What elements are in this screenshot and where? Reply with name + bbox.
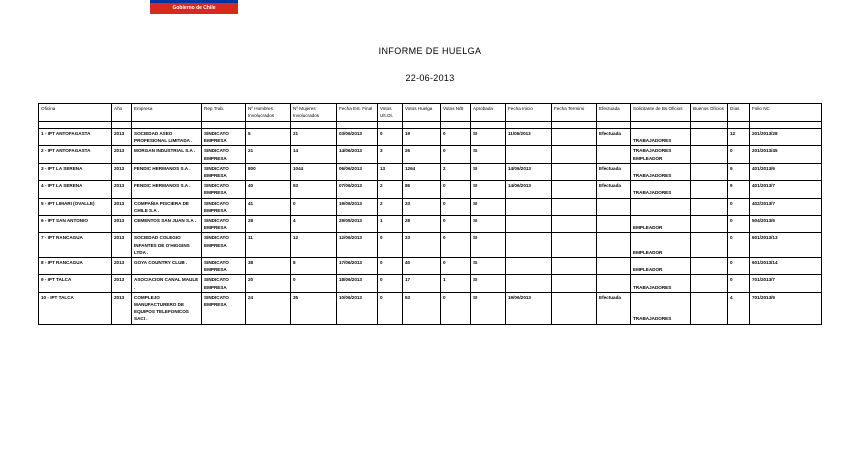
column-header-hombres: Nº Hombres Involucrados	[246, 104, 291, 122]
cell-fecha-est-final: 19/06/2013	[337, 198, 378, 215]
cell-rep-trab: SINDICATO EMPRESA	[202, 292, 246, 324]
cell-hombres: 24	[246, 292, 291, 324]
cell-buenos-oficios	[691, 181, 728, 198]
cell-ano: 2013	[112, 163, 132, 180]
cell-efectuada	[597, 216, 631, 233]
cell-ano: 2013	[112, 292, 132, 324]
cell-dias: 0	[728, 198, 750, 215]
table-row	[39, 216, 822, 233]
table-header-row	[39, 104, 822, 122]
cell-fecha-est-final: 03/06/2013	[337, 129, 378, 146]
cell-buenos-oficios	[691, 216, 728, 233]
cell-fecha-inicio	[506, 258, 552, 275]
cell-votos-huelga: 33	[403, 198, 441, 215]
cell-fecha-inicio	[506, 198, 552, 215]
cell-rep-trab: SINDICATO EMPRESA	[202, 181, 246, 198]
cell-oficina: 1 - IPT ANTOFAGASTA	[39, 129, 112, 146]
cell-fecha-inicio	[506, 275, 552, 292]
cell-solicitante	[631, 198, 691, 215]
cell-votos-nb: 0	[441, 146, 471, 163]
cell-rep-trab: SINDICATO EMPRESA	[202, 129, 246, 146]
cell-folio-nc: 402/2013/7	[750, 198, 822, 215]
cell-hombres: 38	[246, 258, 291, 275]
cell-mujeres: 35	[291, 292, 337, 324]
cell-buenos-oficios	[691, 198, 728, 215]
column-header-oficina: Oficina	[39, 104, 112, 122]
cell-dias: 9	[728, 181, 750, 198]
column-header-solicitante: Solicitante de Bs.Oficios	[631, 104, 691, 122]
cell-oficina: 7 - IPT RANCAGUA	[39, 233, 112, 258]
cell-oficina: 5 - IPT LIMARI (OVALLE)	[39, 198, 112, 215]
cell-solicitante: TRABAJADORES	[631, 292, 691, 324]
cell-fecha-termino	[552, 129, 597, 146]
table-row	[39, 198, 822, 215]
cell-votos-ult-ot: 0	[378, 258, 403, 275]
column-header-fecha-termino: Fecha Termino	[552, 104, 597, 122]
cell-aprobada: SI	[471, 181, 506, 198]
cell-fecha-est-final: 07/06/2013	[337, 181, 378, 198]
cell-votos-ult-ot: 1	[378, 216, 403, 233]
cell-empresa: COMPLEJO MANUFACTURERO DE EQUIPOS TELEFONICOS SACI .	[132, 292, 202, 324]
cell-fecha-inicio: 14/06/2013	[506, 181, 552, 198]
cell-aprobada: SI	[471, 275, 506, 292]
column-header-dias: Días	[728, 104, 750, 122]
cell-empresa: SOCIEDAD COLEGIO INFANTES DE O'HIGGINS LTDA .	[132, 233, 202, 258]
cell-oficina: 9 - IPT TALCA	[39, 275, 112, 292]
column-header-votos-ult-ot: Votos Ult.Ot.	[378, 104, 403, 122]
cell-hombres: 41	[246, 198, 291, 215]
cell-efectuada: Efectuada	[597, 292, 631, 324]
cell-hombres: 20	[246, 275, 291, 292]
table-row	[39, 258, 822, 275]
cell-aprobada: SI	[471, 129, 506, 146]
cell-dias: 0	[728, 216, 750, 233]
cell-empresa: FENDIC HERMANOS S.A .	[132, 163, 202, 180]
cell-fecha-est-final: 14/06/2013	[337, 146, 378, 163]
strike-report-table	[38, 103, 822, 325]
column-header-aprobada: Aprobada	[471, 104, 506, 122]
cell-votos-huelga: 86	[403, 181, 441, 198]
cell-mujeres: 21	[291, 129, 337, 146]
table-row	[39, 163, 822, 180]
cell-aprobada: SI	[471, 292, 506, 324]
cell-folio-nc: 601/2013/13	[750, 233, 822, 258]
column-header-empresa: Empresa	[132, 104, 202, 122]
cell-buenos-oficios	[691, 129, 728, 146]
cell-fecha-inicio: 11/06/2013	[506, 129, 552, 146]
cell-mujeres: 0	[291, 275, 337, 292]
cell-fecha-inicio	[506, 216, 552, 233]
cell-folio-nc: 401/2013/6	[750, 163, 822, 180]
column-header-folio-nc: Folio NC	[750, 104, 822, 122]
cell-ano: 2013	[112, 198, 132, 215]
cell-efectuada	[597, 233, 631, 258]
cell-efectuada	[597, 146, 631, 163]
column-header-rep-trab: Rep.Trab.	[202, 104, 246, 122]
cell-empresa: GOYA COUNTRY CLUB .	[132, 258, 202, 275]
cell-solicitante: TRABAJADORES EMPLEADOR	[631, 146, 691, 163]
cell-hombres: 11	[246, 233, 291, 258]
cell-fecha-termino	[552, 198, 597, 215]
report-title: INFORME DE HUELGA	[378, 46, 482, 56]
header-spacer-row	[39, 122, 822, 129]
cell-buenos-oficios	[691, 292, 728, 324]
cell-votos-nb: 1	[441, 275, 471, 292]
cell-fecha-est-final: 06/06/2013	[337, 163, 378, 180]
cell-folio-nc: 201/2013/28	[750, 129, 822, 146]
cell-oficina: 4 - IPT LA SERENA	[39, 181, 112, 198]
cell-ano: 2013	[112, 181, 132, 198]
cell-votos-huelga: 19	[403, 129, 441, 146]
column-header-fecha-est-final: Fecha Est. Final	[337, 104, 378, 122]
cell-fecha-inicio	[506, 146, 552, 163]
cell-empresa: MORGAN INDUSTRIAL S.A .	[132, 146, 202, 163]
cell-folio-nc: 504/2013/6	[750, 216, 822, 233]
cell-aprobada: SI	[471, 146, 506, 163]
cell-rep-trab: SINDICATO EMPRESA	[202, 233, 246, 258]
cell-hombres: 5	[246, 129, 291, 146]
cell-empresa: ASOCIACION CANAL MAULE .	[132, 275, 202, 292]
cell-rep-trab: SINDICATO EMPRESA	[202, 198, 246, 215]
cell-rep-trab: SINDICATO EMPRESA	[202, 146, 246, 163]
cell-votos-nb: 0	[441, 181, 471, 198]
cell-empresa: COMPAÑIA PISCIERA DE CHILE S.A .	[132, 198, 202, 215]
cell-fecha-termino	[552, 181, 597, 198]
cell-votos-nb: 0	[441, 233, 471, 258]
cell-dias: 0	[728, 146, 750, 163]
cell-ano: 2013	[112, 216, 132, 233]
cell-fecha-termino	[552, 275, 597, 292]
cell-ano: 2013	[112, 233, 132, 258]
cell-ano: 2013	[112, 275, 132, 292]
cell-solicitante: TRABAJADORES	[631, 275, 691, 292]
cell-dias: 0	[728, 258, 750, 275]
cell-fecha-termino	[552, 216, 597, 233]
cell-buenos-oficios	[691, 258, 728, 275]
cell-folio-nc: 401/2013/7	[750, 181, 822, 198]
cell-ano: 2013	[112, 258, 132, 275]
column-header-fecha-inicio: Fecha Inicio	[506, 104, 552, 122]
logo-text: Gobierno de Chile	[172, 5, 216, 11]
table-body	[39, 129, 822, 325]
cell-fecha-est-final: 29/05/2013	[337, 216, 378, 233]
cell-votos-ult-ot: 0	[378, 129, 403, 146]
cell-hombres: 800	[246, 163, 291, 180]
cell-dias: 0	[728, 275, 750, 292]
cell-solicitante: TRABAJADORES	[631, 129, 691, 146]
cell-votos-huelga: 26	[403, 146, 441, 163]
cell-solicitante: TRABAJADORES	[631, 181, 691, 198]
cell-fecha-est-final: 17/06/2013	[337, 258, 378, 275]
cell-efectuada: Efectuada	[597, 163, 631, 180]
cell-fecha-termino	[552, 233, 597, 258]
cell-fecha-inicio	[506, 233, 552, 258]
cell-mujeres: 4	[291, 216, 337, 233]
cell-mujeres: 14	[291, 146, 337, 163]
cell-buenos-oficios	[691, 233, 728, 258]
cell-aprobada: SI	[471, 163, 506, 180]
cell-votos-ult-ot: 0	[378, 292, 403, 324]
table-row	[39, 292, 822, 324]
report-date: 22-06-2013	[405, 73, 455, 83]
cell-aprobada: SI	[471, 198, 506, 215]
cell-dias: 0	[728, 233, 750, 258]
cell-dias: 12	[728, 129, 750, 146]
cell-oficina: 3 - IPT LA SERENA	[39, 163, 112, 180]
cell-mujeres: 0	[291, 198, 337, 215]
cell-folio-nc: 601/2013/14	[750, 258, 822, 275]
cell-fecha-termino	[552, 146, 597, 163]
cell-folio-nc: 201/2013/45	[750, 146, 822, 163]
cell-votos-huelga: 1264	[403, 163, 441, 180]
cell-efectuada	[597, 258, 631, 275]
cell-buenos-oficios	[691, 275, 728, 292]
cell-votos-ult-ot: 2	[378, 198, 403, 215]
cell-solicitante: EMPLEADOR	[631, 258, 691, 275]
cell-votos-ult-ot: 0	[378, 233, 403, 258]
cell-votos-nb: 0	[441, 198, 471, 215]
cell-oficina: 10 - IPT TALCA	[39, 292, 112, 324]
cell-fecha-est-final: 18/06/2013	[337, 275, 378, 292]
cell-solicitante: EMPLEADOR	[631, 216, 691, 233]
cell-oficina: 2 - IPT ANTOFAGASTA	[39, 146, 112, 163]
cell-fecha-inicio: 14/06/2013	[506, 163, 552, 180]
cell-hombres: 21	[246, 146, 291, 163]
table-row	[39, 233, 822, 258]
column-header-mujeres: Nº Mujeres Involucrados	[291, 104, 337, 122]
cell-buenos-oficios	[691, 146, 728, 163]
cell-votos-ult-ot: 0	[378, 275, 403, 292]
cell-rep-trab: SINDICATO EMPRESA	[202, 216, 246, 233]
cell-ano: 2013	[112, 146, 132, 163]
table-row	[39, 129, 822, 146]
cell-efectuada	[597, 198, 631, 215]
gobierno-de-chile-logo	[150, 0, 238, 14]
cell-fecha-termino	[552, 258, 597, 275]
cell-votos-ult-ot: 2	[378, 181, 403, 198]
cell-buenos-oficios	[691, 163, 728, 180]
cell-votos-nb: 0	[441, 292, 471, 324]
cell-fecha-termino	[552, 163, 597, 180]
column-header-buenos-oficios: Buenos Oficios	[691, 104, 728, 122]
column-header-efectuada: Efectuada	[597, 104, 631, 122]
cell-fecha-est-final: 10/06/2013	[337, 292, 378, 324]
cell-hombres: 40	[246, 181, 291, 198]
cell-rep-trab: SINDICATO EMPRESA	[202, 258, 246, 275]
cell-votos-ult-ot: 3	[378, 146, 403, 163]
cell-votos-nb: 0	[441, 216, 471, 233]
cell-ano: 2013	[112, 129, 132, 146]
cell-aprobada: SI	[471, 258, 506, 275]
cell-fecha-inicio: 19/06/2013	[506, 292, 552, 324]
cell-rep-trab: SINDICATO EMPRESA	[202, 275, 246, 292]
table-row	[39, 181, 822, 198]
cell-votos-huelga: 40	[403, 258, 441, 275]
cell-empresa: SOCIEDAD ASEO PROFESIONAL LIMITADA .	[132, 129, 202, 146]
cell-solicitante: EMPLEADOR	[631, 233, 691, 258]
table-row	[39, 146, 822, 163]
cell-votos-nb: 0	[441, 258, 471, 275]
cell-oficina: 8 - IPT RANCAGUA	[39, 258, 112, 275]
column-header-votos-huelga: Votos Huelga	[403, 104, 441, 122]
cell-efectuada	[597, 275, 631, 292]
cell-aprobada: SI	[471, 233, 506, 258]
cell-votos-huelga: 53	[403, 292, 441, 324]
cell-votos-nb: 2	[441, 163, 471, 180]
cell-empresa: CEMENTOS SAN JUAN S.A .	[132, 216, 202, 233]
cell-votos-huelga: 17	[403, 275, 441, 292]
cell-aprobada: SI	[471, 216, 506, 233]
cell-votos-huelga: 28	[403, 216, 441, 233]
cell-mujeres: 8	[291, 258, 337, 275]
cell-votos-ult-ot: 13	[378, 163, 403, 180]
cell-folio-nc: 701/2013/9	[750, 292, 822, 324]
column-header-ano: Año	[112, 104, 132, 122]
cell-oficina: 6 - IPT SAN ANTONIO	[39, 216, 112, 233]
cell-fecha-termino	[552, 292, 597, 324]
cell-mujeres: 1044	[291, 163, 337, 180]
cell-dias: 9	[728, 163, 750, 180]
column-header-votos-nb: Votos N/B	[441, 104, 471, 122]
table-row	[39, 275, 822, 292]
cell-fecha-est-final: 12/06/2013	[337, 233, 378, 258]
cell-hombres: 28	[246, 216, 291, 233]
cell-mujeres: 12	[291, 233, 337, 258]
cell-efectuada: Efectuada	[597, 181, 631, 198]
cell-dias: 4	[728, 292, 750, 324]
cell-empresa: FENDIC HERMANOS S.A .	[132, 181, 202, 198]
cell-votos-huelga: 23	[403, 233, 441, 258]
cell-votos-nb: 0	[441, 129, 471, 146]
cell-solicitante: TRABAJADORES	[631, 163, 691, 180]
cell-efectuada: Efectuada	[597, 129, 631, 146]
cell-rep-trab: SINDICATO EMPRESA	[202, 163, 246, 180]
cell-folio-nc: 701/2013/7	[750, 275, 822, 292]
cell-mujeres: 93	[291, 181, 337, 198]
